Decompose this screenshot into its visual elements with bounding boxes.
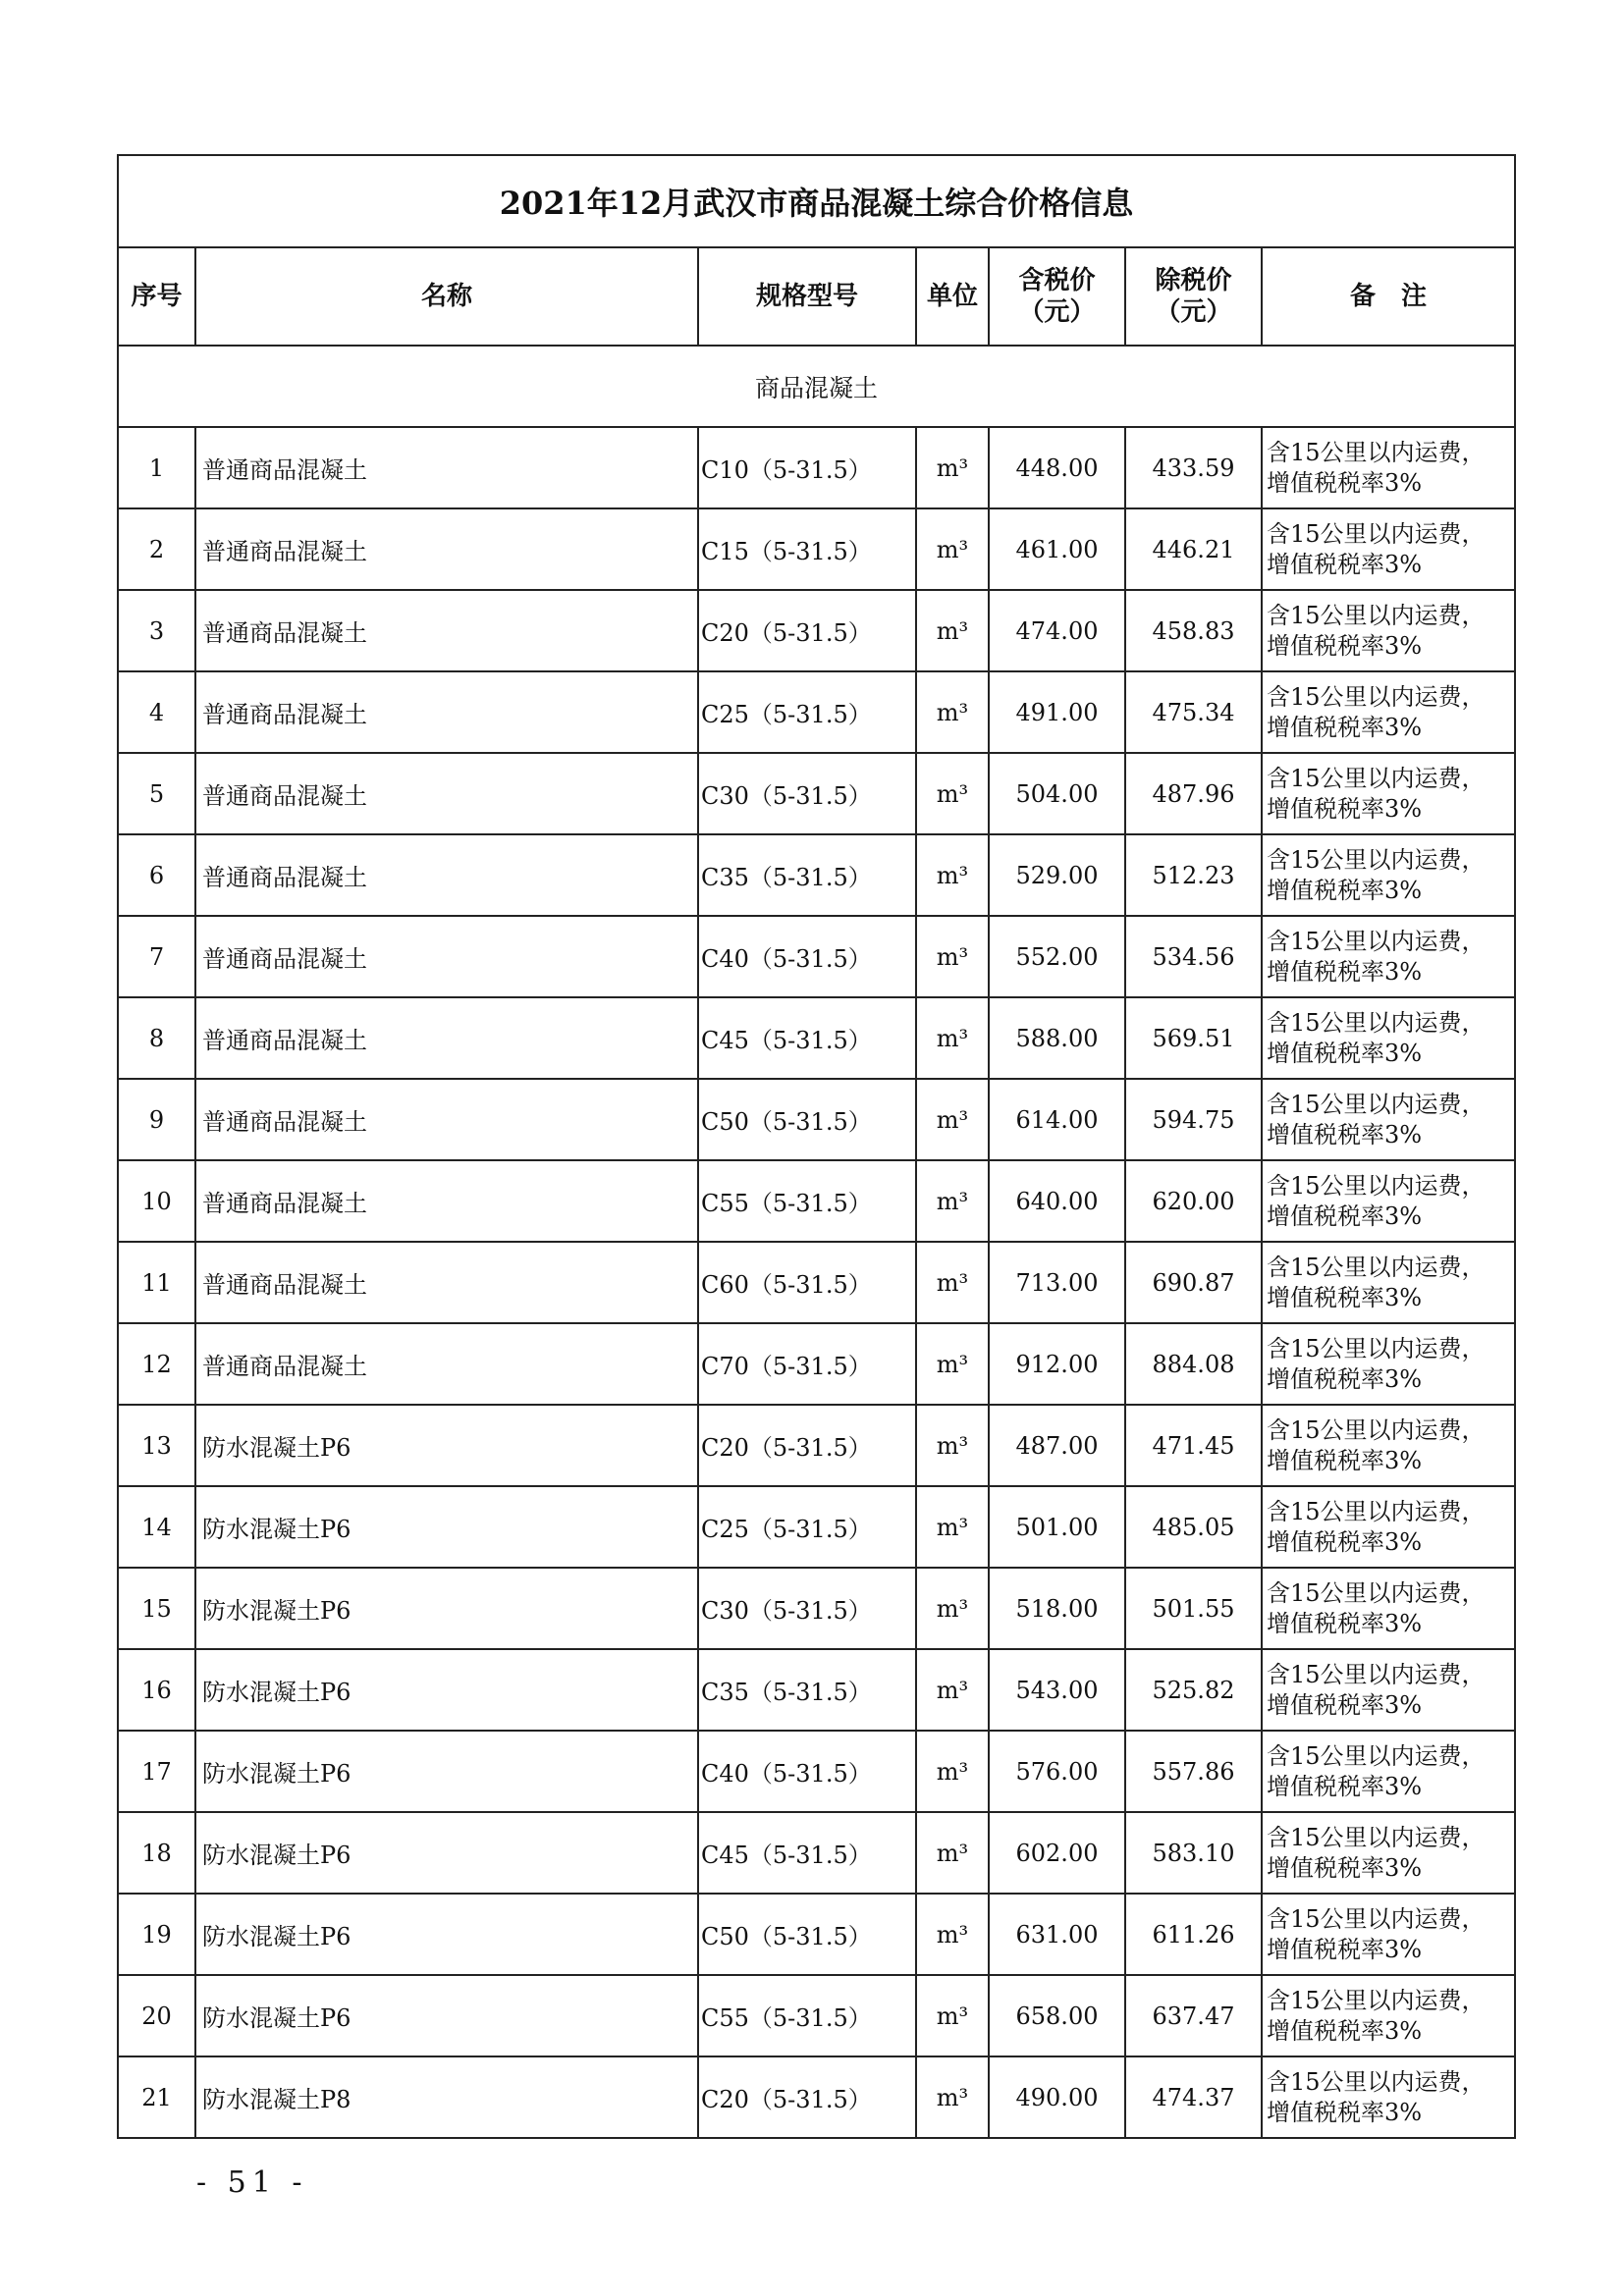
cell-price-notax: 611.26 bbox=[1125, 1894, 1262, 1975]
cell-note-line1: 含15公里以内运费， bbox=[1267, 1578, 1486, 1607]
cell-price-tax: 640.00 bbox=[989, 1160, 1125, 1242]
header-price-notax-line1: 除税价 bbox=[1155, 266, 1232, 295]
cell-note-line1: 含15公里以内运费， bbox=[1267, 1090, 1486, 1118]
table-row bbox=[118, 753, 1515, 834]
cell-price-tax: 461.00 bbox=[989, 508, 1125, 590]
table-row bbox=[118, 1079, 1515, 1160]
header-price-notax bbox=[1125, 247, 1262, 346]
cell-price-notax: 534.56 bbox=[1125, 916, 1262, 997]
header-unit: 单位 bbox=[916, 247, 989, 346]
table-row bbox=[118, 1975, 1515, 2056]
cell-no: 9 bbox=[118, 1079, 195, 1160]
cell-name: 普通商品混凝土 bbox=[195, 508, 698, 590]
cell-price-notax: 475.34 bbox=[1125, 671, 1262, 753]
cell-price-notax: 637.47 bbox=[1125, 1975, 1262, 2056]
cell-unit: m³ bbox=[916, 916, 989, 997]
cell-price-tax: 518.00 bbox=[989, 1568, 1125, 1649]
cell-name: 普通商品混凝土 bbox=[195, 753, 698, 834]
cell-unit: m³ bbox=[916, 1649, 989, 1731]
cell-price-notax: 487.96 bbox=[1125, 753, 1262, 834]
cell-note bbox=[1262, 1486, 1515, 1568]
cell-price-notax: 594.75 bbox=[1125, 1079, 1262, 1160]
cell-note-line1: 含15公里以内运费， bbox=[1267, 1823, 1486, 1851]
cell-note-line2: 增值税税率3% bbox=[1267, 2016, 1423, 2045]
table-row bbox=[118, 1242, 1515, 1323]
header-price-tax bbox=[989, 247, 1125, 346]
cell-name: 普通商品混凝土 bbox=[195, 671, 698, 753]
cell-note bbox=[1262, 671, 1515, 753]
cell-name: 防水混凝土P6 bbox=[195, 1975, 698, 2056]
cell-price-notax: 471.45 bbox=[1125, 1405, 1262, 1486]
page-number: - 51 - bbox=[196, 2165, 308, 2200]
cell-note bbox=[1262, 508, 1515, 590]
table-row bbox=[118, 671, 1515, 753]
cell-note bbox=[1262, 753, 1515, 834]
table-row bbox=[118, 1894, 1515, 1975]
cell-no: 11 bbox=[118, 1242, 195, 1323]
cell-spec: C10（5-31.5） bbox=[698, 427, 916, 508]
cell-spec: C50（5-31.5） bbox=[698, 1894, 916, 1975]
cell-no: 1 bbox=[118, 427, 195, 508]
cell-price-tax: 490.00 bbox=[989, 2056, 1125, 2138]
table-title: 2021年12月武汉市商品混凝土综合价格信息 bbox=[118, 155, 1515, 247]
cell-name: 防水混凝土P8 bbox=[195, 2056, 698, 2138]
cell-spec: C30（5-31.5） bbox=[698, 753, 916, 834]
cell-note bbox=[1262, 834, 1515, 916]
cell-note-line2: 增值税税率3% bbox=[1267, 1120, 1423, 1148]
cell-spec: C50（5-31.5） bbox=[698, 1079, 916, 1160]
cell-note-line2: 增值税税率3% bbox=[1267, 957, 1423, 986]
table-row bbox=[118, 1486, 1515, 1568]
cell-unit: m³ bbox=[916, 1160, 989, 1242]
cell-note-line2: 增值税税率3% bbox=[1267, 631, 1423, 660]
cell-no: 4 bbox=[118, 671, 195, 753]
cell-unit: m³ bbox=[916, 1975, 989, 2056]
cell-price-notax: 525.82 bbox=[1125, 1649, 1262, 1731]
table-row bbox=[118, 1812, 1515, 1894]
cell-price-tax: 588.00 bbox=[989, 997, 1125, 1079]
cell-note-line2: 增值税税率3% bbox=[1267, 1772, 1423, 1800]
section-label: 商品混凝土 bbox=[118, 346, 1515, 427]
cell-no: 15 bbox=[118, 1568, 195, 1649]
cell-no: 14 bbox=[118, 1486, 195, 1568]
cell-note-line2: 增值税税率3% bbox=[1267, 550, 1423, 578]
cell-price-tax: 552.00 bbox=[989, 916, 1125, 997]
cell-spec: C25（5-31.5） bbox=[698, 1486, 916, 1568]
cell-price-tax: 474.00 bbox=[989, 590, 1125, 671]
cell-name: 普通商品混凝土 bbox=[195, 427, 698, 508]
cell-no: 2 bbox=[118, 508, 195, 590]
cell-no: 10 bbox=[118, 1160, 195, 1242]
cell-name: 防水混凝土P6 bbox=[195, 1812, 698, 1894]
cell-price-tax: 487.00 bbox=[989, 1405, 1125, 1486]
cell-note-line2: 增值税税率3% bbox=[1267, 1935, 1423, 1963]
cell-name: 普通商品混凝土 bbox=[195, 1079, 698, 1160]
cell-note bbox=[1262, 916, 1515, 997]
cell-note-line1: 含15公里以内运费， bbox=[1267, 764, 1486, 792]
cell-note bbox=[1262, 590, 1515, 671]
cell-price-notax: 690.87 bbox=[1125, 1242, 1262, 1323]
cell-name: 防水混凝土P6 bbox=[195, 1486, 698, 1568]
cell-no: 12 bbox=[118, 1323, 195, 1405]
cell-spec: C20（5-31.5） bbox=[698, 590, 916, 671]
cell-note-line1: 含15公里以内运费， bbox=[1267, 438, 1486, 466]
cell-name: 普通商品混凝土 bbox=[195, 997, 698, 1079]
cell-note-line2: 增值税税率3% bbox=[1267, 1527, 1423, 1556]
table-row bbox=[118, 1160, 1515, 1242]
cell-price-notax: 501.55 bbox=[1125, 1568, 1262, 1649]
cell-unit: m³ bbox=[916, 1731, 989, 1812]
price-table bbox=[117, 154, 1516, 2139]
table-row bbox=[118, 916, 1515, 997]
cell-price-tax: 576.00 bbox=[989, 1731, 1125, 1812]
cell-unit: m³ bbox=[916, 1323, 989, 1405]
cell-no: 13 bbox=[118, 1405, 195, 1486]
cell-note bbox=[1262, 1405, 1515, 1486]
cell-price-notax: 884.08 bbox=[1125, 1323, 1262, 1405]
cell-price-tax: 614.00 bbox=[989, 1079, 1125, 1160]
table-row bbox=[118, 2056, 1515, 2138]
cell-price-tax: 501.00 bbox=[989, 1486, 1125, 1568]
cell-name: 普通商品混凝土 bbox=[195, 1242, 698, 1323]
cell-unit: m³ bbox=[916, 1486, 989, 1568]
cell-name: 普通商品混凝土 bbox=[195, 834, 698, 916]
header-price-notax-line2: （元） bbox=[1155, 297, 1232, 327]
cell-name: 防水混凝土P6 bbox=[195, 1649, 698, 1731]
cell-note-line2: 增值税税率3% bbox=[1267, 1201, 1423, 1230]
cell-note-line1: 含15公里以内运费， bbox=[1267, 682, 1486, 711]
cell-unit: m³ bbox=[916, 508, 989, 590]
cell-note-line2: 增值税税率3% bbox=[1267, 1364, 1423, 1393]
cell-unit: m³ bbox=[916, 834, 989, 916]
cell-note-line1: 含15公里以内运费， bbox=[1267, 927, 1486, 955]
table-row bbox=[118, 1649, 1515, 1731]
cell-unit: m³ bbox=[916, 1568, 989, 1649]
cell-note-line1: 含15公里以内运费， bbox=[1267, 1171, 1486, 1200]
cell-name: 防水混凝土P6 bbox=[195, 1731, 698, 1812]
cell-note-line1: 含15公里以内运费， bbox=[1267, 2067, 1486, 2096]
cell-price-tax: 658.00 bbox=[989, 1975, 1125, 2056]
cell-note bbox=[1262, 1568, 1515, 1649]
cell-unit: m³ bbox=[916, 1812, 989, 1894]
cell-note-line1: 含15公里以内运费， bbox=[1267, 519, 1486, 548]
cell-note-line1: 含15公里以内运费， bbox=[1267, 1415, 1486, 1444]
cell-spec: C55（5-31.5） bbox=[698, 1975, 916, 2056]
cell-no: 17 bbox=[118, 1731, 195, 1812]
cell-unit: m³ bbox=[916, 2056, 989, 2138]
cell-spec: C35（5-31.5） bbox=[698, 1649, 916, 1731]
cell-note-line1: 含15公里以内运费， bbox=[1267, 1904, 1486, 1933]
cell-spec: C45（5-31.5） bbox=[698, 997, 916, 1079]
cell-price-tax: 631.00 bbox=[989, 1894, 1125, 1975]
table-row bbox=[118, 1323, 1515, 1405]
cell-note-line1: 含15公里以内运费， bbox=[1267, 1741, 1486, 1770]
cell-price-notax: 474.37 bbox=[1125, 2056, 1262, 2138]
cell-note-line2: 增值税税率3% bbox=[1267, 468, 1423, 497]
cell-unit: m³ bbox=[916, 427, 989, 508]
table-row bbox=[118, 508, 1515, 590]
cell-unit: m³ bbox=[916, 1242, 989, 1323]
cell-name: 普通商品混凝土 bbox=[195, 1160, 698, 1242]
cell-price-notax: 557.86 bbox=[1125, 1731, 1262, 1812]
cell-unit: m³ bbox=[916, 590, 989, 671]
cell-note-line2: 增值税税率3% bbox=[1267, 713, 1423, 741]
cell-price-tax: 912.00 bbox=[989, 1323, 1125, 1405]
cell-note-line1: 含15公里以内运费， bbox=[1267, 1253, 1486, 1281]
table-row bbox=[118, 834, 1515, 916]
cell-note bbox=[1262, 1731, 1515, 1812]
cell-no: 6 bbox=[118, 834, 195, 916]
cell-unit: m³ bbox=[916, 753, 989, 834]
cell-price-tax: 491.00 bbox=[989, 671, 1125, 753]
cell-note-line2: 增值税税率3% bbox=[1267, 876, 1423, 904]
cell-spec: C15（5-31.5） bbox=[698, 508, 916, 590]
cell-spec: C30（5-31.5） bbox=[698, 1568, 916, 1649]
cell-price-tax: 448.00 bbox=[989, 427, 1125, 508]
table-row bbox=[118, 427, 1515, 508]
cell-spec: C20（5-31.5） bbox=[698, 1405, 916, 1486]
cell-note-line2: 增值税税率3% bbox=[1267, 794, 1423, 823]
cell-name: 防水混凝土P6 bbox=[195, 1894, 698, 1975]
cell-note-line1: 含15公里以内运费， bbox=[1267, 1008, 1486, 1037]
cell-note bbox=[1262, 1323, 1515, 1405]
cell-note-line2: 增值税税率3% bbox=[1267, 1446, 1423, 1474]
header-note: 备 注 bbox=[1262, 247, 1515, 346]
cell-note bbox=[1262, 1649, 1515, 1731]
table-row bbox=[118, 1731, 1515, 1812]
cell-price-tax: 529.00 bbox=[989, 834, 1125, 916]
cell-note-line2: 增值税税率3% bbox=[1267, 2098, 1423, 2126]
header-no: 序号 bbox=[118, 247, 195, 346]
cell-unit: m³ bbox=[916, 1894, 989, 1975]
table-row bbox=[118, 1568, 1515, 1649]
cell-note-line1: 含15公里以内运费， bbox=[1267, 1334, 1486, 1362]
cell-note bbox=[1262, 1242, 1515, 1323]
cell-name: 普通商品混凝土 bbox=[195, 1323, 698, 1405]
cell-price-notax: 458.83 bbox=[1125, 590, 1262, 671]
cell-price-notax: 485.05 bbox=[1125, 1486, 1262, 1568]
cell-no: 7 bbox=[118, 916, 195, 997]
cell-price-notax: 620.00 bbox=[1125, 1160, 1262, 1242]
cell-name: 普通商品混凝土 bbox=[195, 590, 698, 671]
cell-name: 防水混凝土P6 bbox=[195, 1568, 698, 1649]
cell-price-tax: 504.00 bbox=[989, 753, 1125, 834]
cell-spec: C70（5-31.5） bbox=[698, 1323, 916, 1405]
header-name: 名称 bbox=[195, 247, 698, 346]
header-price-tax-line1: 含税价 bbox=[1018, 266, 1096, 295]
cell-spec: C25（5-31.5） bbox=[698, 671, 916, 753]
cell-no: 3 bbox=[118, 590, 195, 671]
cell-unit: m³ bbox=[916, 671, 989, 753]
cell-note-line2: 增值税税率3% bbox=[1267, 1853, 1423, 1882]
cell-note-line1: 含15公里以内运费， bbox=[1267, 845, 1486, 874]
cell-price-notax: 446.21 bbox=[1125, 508, 1262, 590]
cell-no: 5 bbox=[118, 753, 195, 834]
cell-spec: C40（5-31.5） bbox=[698, 1731, 916, 1812]
header-price-tax-line2: （元） bbox=[1018, 297, 1096, 327]
cell-spec: C55（5-31.5） bbox=[698, 1160, 916, 1242]
cell-spec: C20（5-31.5） bbox=[698, 2056, 916, 2138]
cell-price-notax: 569.51 bbox=[1125, 997, 1262, 1079]
cell-note bbox=[1262, 997, 1515, 1079]
cell-note bbox=[1262, 427, 1515, 508]
cell-price-tax: 602.00 bbox=[989, 1812, 1125, 1894]
cell-price-notax: 583.10 bbox=[1125, 1812, 1262, 1894]
table-row bbox=[118, 1405, 1515, 1486]
cell-note-line2: 增值税税率3% bbox=[1267, 1039, 1423, 1067]
cell-note-line1: 含15公里以内运费， bbox=[1267, 1660, 1486, 1688]
cell-note bbox=[1262, 1160, 1515, 1242]
cell-no: 18 bbox=[118, 1812, 195, 1894]
cell-no: 16 bbox=[118, 1649, 195, 1731]
cell-spec: C40（5-31.5） bbox=[698, 916, 916, 997]
cell-note bbox=[1262, 1079, 1515, 1160]
cell-price-tax: 713.00 bbox=[989, 1242, 1125, 1323]
cell-price-tax: 543.00 bbox=[989, 1649, 1125, 1731]
cell-price-notax: 512.23 bbox=[1125, 834, 1262, 916]
cell-unit: m³ bbox=[916, 997, 989, 1079]
cell-note-line1: 含15公里以内运费， bbox=[1267, 601, 1486, 629]
cell-note bbox=[1262, 2056, 1515, 2138]
cell-no: 19 bbox=[118, 1894, 195, 1975]
cell-note bbox=[1262, 1975, 1515, 2056]
cell-note bbox=[1262, 1812, 1515, 1894]
cell-note-line2: 增值税税率3% bbox=[1267, 1283, 1423, 1311]
cell-spec: C60（5-31.5） bbox=[698, 1242, 916, 1323]
cell-note-line1: 含15公里以内运费， bbox=[1267, 1986, 1486, 2014]
cell-note-line1: 含15公里以内运费， bbox=[1267, 1497, 1486, 1525]
cell-price-notax: 433.59 bbox=[1125, 427, 1262, 508]
cell-note-line2: 增值税税率3% bbox=[1267, 1609, 1423, 1637]
header-spec: 规格型号 bbox=[698, 247, 916, 346]
cell-unit: m³ bbox=[916, 1079, 989, 1160]
cell-no: 8 bbox=[118, 997, 195, 1079]
cell-no: 21 bbox=[118, 2056, 195, 2138]
cell-spec: C35（5-31.5） bbox=[698, 834, 916, 916]
cell-spec: C45（5-31.5） bbox=[698, 1812, 916, 1894]
table-row bbox=[118, 590, 1515, 671]
cell-no: 20 bbox=[118, 1975, 195, 2056]
cell-unit: m³ bbox=[916, 1405, 989, 1486]
cell-name: 普通商品混凝土 bbox=[195, 916, 698, 997]
table-row bbox=[118, 997, 1515, 1079]
cell-name: 防水混凝土P6 bbox=[195, 1405, 698, 1486]
cell-note-line2: 增值税税率3% bbox=[1267, 1690, 1423, 1719]
cell-note bbox=[1262, 1894, 1515, 1975]
header-row bbox=[118, 247, 1515, 346]
